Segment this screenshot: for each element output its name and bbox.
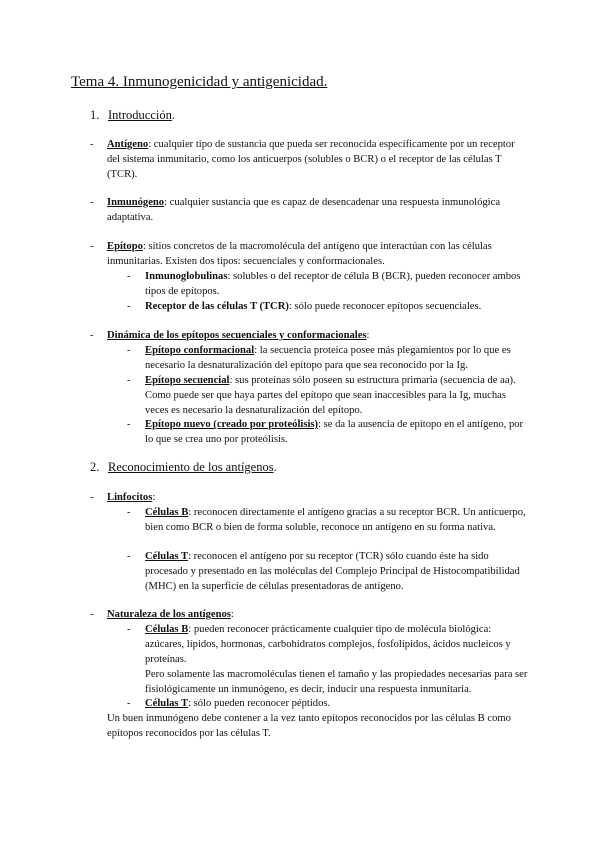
section-dot: . bbox=[171, 108, 175, 122]
definition: : sólo puede reconocer epítopos secuenciales. bbox=[288, 301, 482, 312]
bullet-dash: - bbox=[127, 301, 131, 312]
term: Células B bbox=[145, 507, 189, 518]
bullet-dash: - bbox=[127, 551, 131, 562]
bullet-dinamica bbox=[90, 328, 530, 343]
subbullet-epitopo-nuevo bbox=[127, 417, 527, 447]
definition: : cualquier tipo de sustancia que pueda ser reconocida específicamente por un receptor del sistema inmunitario, como los anticuerpos (solubles o BCR) o el receptor de las células T (TCR). bbox=[107, 139, 515, 180]
term: Células T bbox=[145, 698, 189, 709]
term: Inmunoglobulinas bbox=[145, 271, 228, 282]
subbullet-celulas-b bbox=[127, 505, 527, 535]
bullet-dash: - bbox=[127, 624, 131, 635]
bullet-dash: - bbox=[127, 698, 131, 709]
bullet-dash: - bbox=[127, 419, 131, 430]
bullet-dash: - bbox=[127, 271, 131, 282]
definition: : sitios concretos de la macromolécula del antígeno que interactúan con las células inmunitarias. Existen dos tipos: secuenciales y conformacionales. bbox=[107, 241, 492, 267]
term: Epítopo bbox=[107, 241, 143, 252]
bullet-dash: - bbox=[90, 330, 94, 341]
bullet-dash: - bbox=[90, 197, 94, 208]
section-label: Introducción bbox=[108, 108, 172, 122]
subbullet-celulas-t bbox=[127, 549, 527, 594]
term: Epítopo secuencial bbox=[145, 375, 230, 386]
bullet-dash: - bbox=[90, 241, 94, 252]
definition: : bbox=[230, 609, 234, 620]
definition: : sólo pueden reconocer péptidos. bbox=[188, 698, 331, 709]
bullet-dash: - bbox=[90, 492, 94, 503]
term: Naturaleza de los antígenos bbox=[107, 609, 231, 620]
document-title: Tema 4. Inmunogenicidad y antigenicidad. bbox=[71, 74, 328, 90]
bullet-dash: - bbox=[127, 507, 131, 518]
definition: : bbox=[152, 492, 156, 503]
term: Receptor de las células T (TCR) bbox=[145, 301, 289, 312]
term: Células B bbox=[145, 624, 189, 635]
definition: : sus proteínas sólo poseen su estructura primaria (secuencia de aa). Como puede ser que haya partes del epítopo que sean inaccesibles para la Ig, muchas veces es necesario la desnaturalización del epítopo. bbox=[145, 375, 516, 416]
definition: : pueden reconocer prácticamente cualquier tipo de molécula biológica: azúcares, lípidos, hormonas, carbohidratos complejos, fosfolípidos, ácidos nucleicos y proteínas. bbox=[145, 624, 511, 665]
paragraph-macromoleculas: Pero solamente las macromoléculas tienen el tamaño y las propiedades necesarias para ser fisiológicamente un inmunógeno, es decir, inducir una respuesta inmunitaria. bbox=[145, 669, 528, 695]
section-number: 2. bbox=[90, 460, 100, 474]
term: Dinámica de los epítopos secuenciales y conformacionales bbox=[107, 330, 367, 341]
definition: : solubles o del receptor de célula B (BCR), pueden reconocer ambos tipos de epítopos. bbox=[145, 271, 521, 297]
bullet-dash: - bbox=[127, 375, 131, 386]
definition: : se da la ausencia de epítopo en el antígeno, por lo que se crea uno por proteólisis. bbox=[145, 419, 524, 445]
bullet-dash: - bbox=[127, 345, 131, 356]
section-heading-reconocimiento bbox=[90, 460, 277, 475]
subbullet-naturaleza-celulas-b bbox=[127, 622, 527, 667]
paragraph-conclusion: Un buen inmunógeno debe contener a la vez tanto epítopos reconocidos por las células B como epítopos reconocidos por las células T. bbox=[107, 713, 511, 739]
section-label: Reconocimiento de los antígenos bbox=[108, 460, 274, 474]
subbullet-inmunoglobulinas bbox=[127, 269, 527, 299]
term: Linfocitos bbox=[107, 492, 153, 503]
term: Inmunógeno bbox=[107, 197, 165, 208]
subbullet-receptor-tcr bbox=[127, 299, 527, 314]
bullet-dash: - bbox=[90, 609, 94, 620]
definition: : cualquier sustancia que es capaz de desencadenar una respuesta inmunológica adaptativa. bbox=[107, 197, 501, 223]
section-heading-introduccion bbox=[90, 108, 175, 123]
term: Epítopo conformacional bbox=[145, 345, 255, 356]
section-dot: . bbox=[273, 460, 277, 474]
subbullet-epitopo-conformacional bbox=[127, 343, 527, 373]
subbullet-epitopo-secuencial bbox=[127, 373, 527, 418]
bullet-antigeno bbox=[90, 137, 530, 182]
definition: : bbox=[366, 330, 370, 341]
bullet-naturaleza bbox=[90, 607, 530, 622]
bullet-epitopo bbox=[90, 239, 530, 269]
term: Células T bbox=[145, 551, 189, 562]
bullet-linfocitos bbox=[90, 490, 530, 505]
definition: : reconocen directamente el antígeno gracias a su receptor BCR. Un anticuerpo, bien como BCR o bien de forma soluble, reconoce un antígeno en su forma nativa. bbox=[145, 507, 526, 533]
section-number: 1. bbox=[90, 108, 100, 122]
subbullet-naturaleza-celulas-t bbox=[127, 696, 527, 711]
definition: : la secuencia proteica posee más plegamientos por lo que es necesario la desnaturalización del epítopo para que sea reconocido por la Ig. bbox=[145, 345, 511, 371]
term: Epítopo nuevo (creado por proteólisis) bbox=[145, 419, 319, 430]
definition: : reconocen el antígeno por su receptor (TCR) sólo cuando éste ha sido procesado y presentado en las moléculas del Complejo Principal de Histocompatibilidad (MHC) en la superficie de células presentadoras de antígeno. bbox=[145, 551, 520, 592]
bullet-dash: - bbox=[90, 139, 94, 150]
term: Antígeno bbox=[107, 139, 149, 150]
bullet-inmunogeno bbox=[90, 195, 530, 225]
